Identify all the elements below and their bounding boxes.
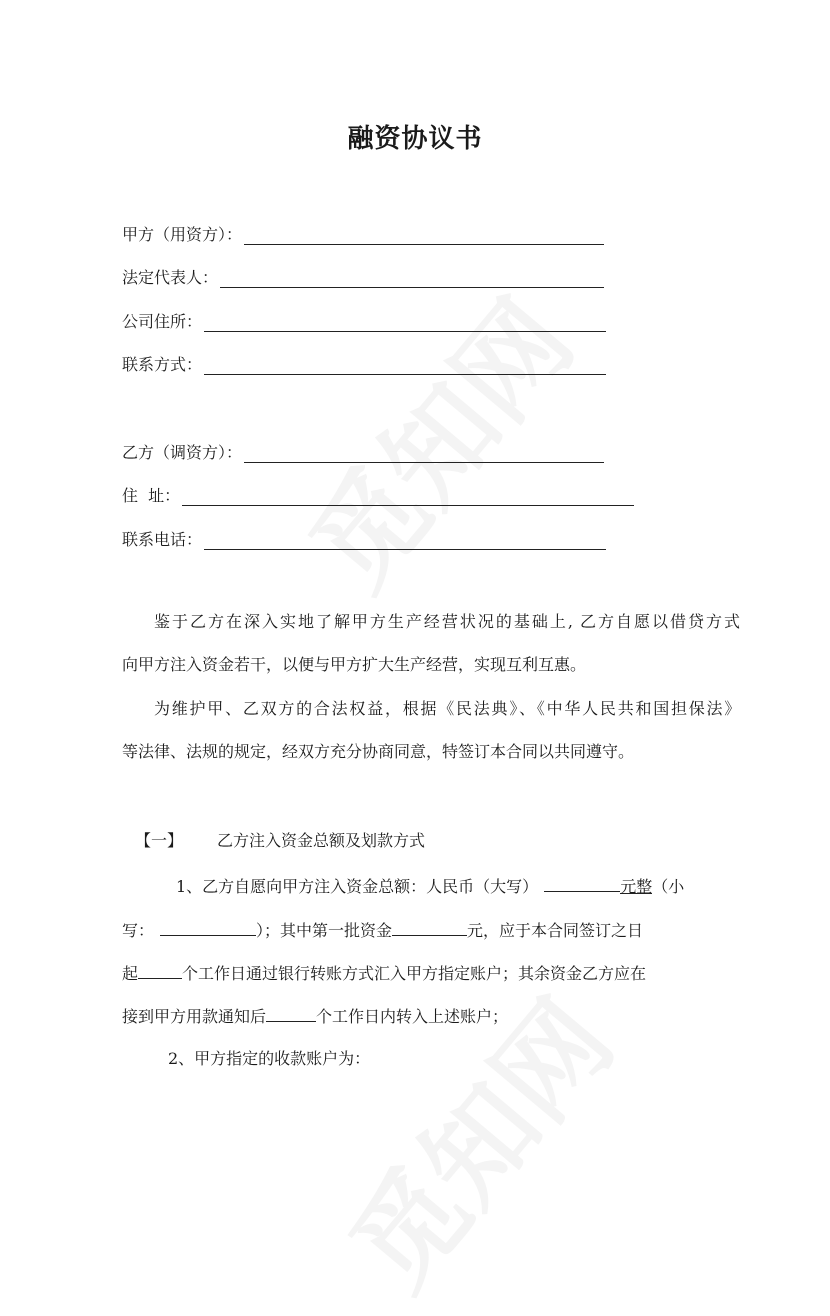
clause-text: （小 (652, 877, 685, 896)
field-label: 公司住所： (122, 312, 203, 331)
field-label: 甲方（用资方）： (122, 225, 243, 244)
clause-1-line-4 (122, 1003, 708, 1027)
field-label: 乙方（调资方）： (122, 443, 243, 462)
fill-blank (160, 917, 256, 936)
fill-blank (182, 485, 634, 506)
clause-1-line-3 (122, 960, 708, 984)
section-1-heading (135, 829, 721, 853)
fill-blank-text: 元整 (620, 877, 653, 896)
clause-text: 1、乙方自愿向甲方注入资金总额：人民币（大写） (176, 877, 539, 896)
clause-text: 元，应于本合同签订之日 (467, 921, 644, 940)
section-title: 乙方注入资金总额及划款方式 (217, 831, 426, 850)
clause-1-line-2 (122, 917, 708, 941)
phone-field (122, 526, 606, 550)
field-label: 住 址： (122, 486, 181, 505)
section-number: 【一】 (135, 831, 184, 850)
clause-1-line-1 (122, 873, 708, 897)
fill-blank (392, 917, 467, 936)
preamble-paragraph-2-cont: 等法律、法规的规定，经双方充分协商同意，特签订本合同以共同遵守。 (122, 742, 635, 761)
fill-blank (266, 1003, 316, 1022)
fill-blank (204, 354, 606, 375)
address-field (122, 482, 634, 506)
clause-text: ）；其中第一批资金 (256, 921, 393, 940)
fill-blank (220, 267, 604, 288)
clause-text: 接到甲方用款通知后 (122, 1007, 267, 1026)
clause-text: 写： (122, 921, 155, 940)
clause-text: 个工作日内转入上述账户； (316, 1007, 509, 1026)
contact-field (122, 351, 606, 375)
party-a-name-field (122, 221, 604, 245)
legal-rep-field (122, 264, 604, 288)
fill-blank (138, 960, 182, 979)
fill-blank (244, 442, 604, 463)
field-label: 联系方式： (122, 355, 203, 374)
field-label: 联系电话： (122, 530, 203, 549)
preamble-paragraph-1: 鉴于乙方在深入实地了解甲方生产经营状况的基础上, 乙方自愿以借贷方式 (154, 612, 740, 631)
fill-blank (204, 529, 606, 550)
company-address-field (122, 308, 606, 332)
fill-blank (544, 873, 620, 892)
field-label: 法定代表人： (122, 268, 219, 287)
preamble-paragraph-2: 为维护甲、乙双方的合法权益，根据《民法典》、《中华人民共和国担保法》 (154, 699, 740, 718)
fill-blank (204, 311, 606, 332)
document-title: 融资协议书 (347, 124, 483, 154)
party-b-name-field (122, 439, 604, 463)
clause-text: 个工作日通过银行转账方式汇入甲方指定账户；其余资金乙方应在 (182, 964, 647, 983)
clause-2: 2、甲方指定的收款账户为： (168, 1049, 371, 1068)
preamble-paragraph-1-cont: 向甲方注入资金若干，以便与甲方扩大生产经营，实现互利互惠。 (122, 655, 587, 674)
clause-text: 起 (122, 964, 139, 983)
fill-blank (244, 224, 604, 245)
